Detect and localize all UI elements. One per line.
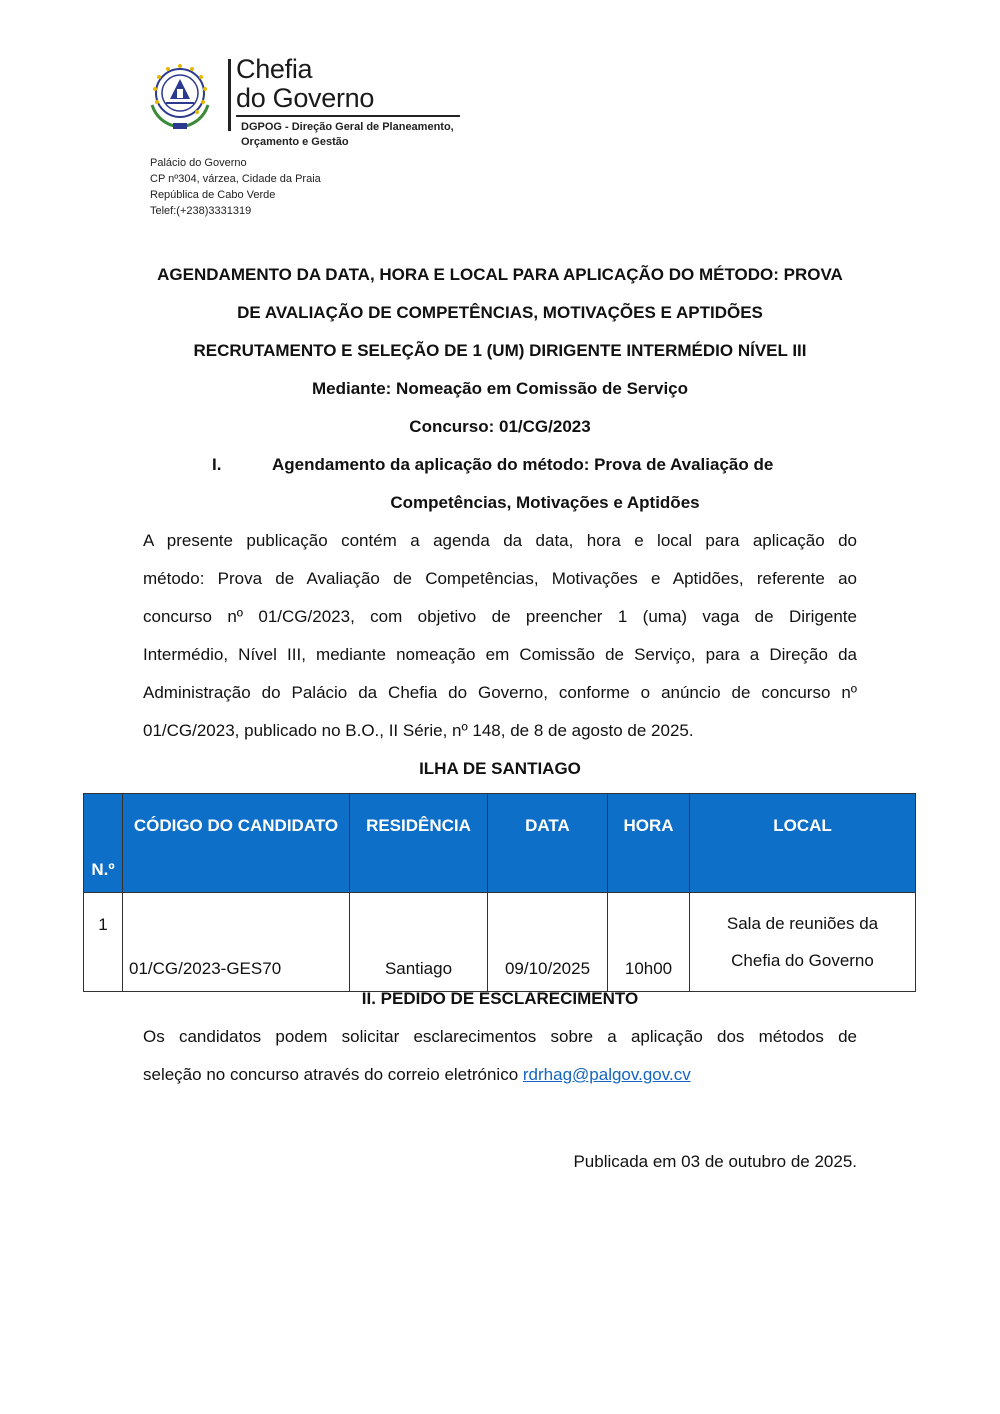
paragraph-line: método: Prova de Avaliação de Competências, Motivações e Aptidões, referente ao <box>143 569 857 588</box>
logo-underline <box>236 115 460 117</box>
logo-title <box>236 55 374 113</box>
title-line-1: AGENDAMENTO DA DATA, HORA E LOCAL PARA APLICAÇÃO DO MÉTODO: PROVA <box>157 265 843 284</box>
header-time: HORA <box>608 794 690 893</box>
header-num: N.º <box>84 794 123 893</box>
cell-time: 10h00 <box>608 893 690 992</box>
cell-code: 01/CG/2023-GES70 <box>123 893 350 992</box>
table-header-row <box>84 794 916 893</box>
logo-divider <box>228 59 231 131</box>
cell-location <box>690 893 916 992</box>
paragraph-line <box>143 1056 857 1094</box>
address-line: CP nº304, várzea, Cidade da Praia <box>150 173 321 185</box>
cell-location-line1: Sala de reuniões da <box>726 914 879 933</box>
header-location: LOCAL <box>690 794 916 893</box>
logo-subtitle: DGPOG - Direção Geral de Planeamento, Orçamento e Gestão <box>241 121 454 148</box>
header-code: CÓDIGO DO CANDIDATO <box>123 794 350 893</box>
island-heading: ILHA DE SANTIAGO <box>419 759 581 778</box>
paragraph-line: Intermédio, Nível III, mediante nomeação em Comissão de Serviço, para a Direção da <box>143 645 857 664</box>
address-line: Telef:(+238)3331319 <box>150 205 252 217</box>
title-line-4: Mediante: Nomeação em Comissão de Serviço <box>311 379 689 398</box>
publication-date: Publicada em 03 de outubro de 2025. <box>573 1152 857 1171</box>
paragraph-text: seleção no concurso através do correio eletrónico <box>143 1065 523 1084</box>
cell-residence: Santiago <box>350 893 488 992</box>
section-1-title-line2: Competências, Motivações e Aptidões <box>390 493 700 512</box>
section-2-paragraph <box>143 1018 857 1094</box>
address-line: Palácio do Governo <box>150 157 247 169</box>
paragraph-line: 01/CG/2023, publicado no B.O., II Série, nº 148, de 8 de agosto de 2025. <box>143 721 694 740</box>
schedule-table <box>83 793 916 992</box>
paragraph-line: concurso nº 01/CG/2023, com objetivo de preencher 1 (uma) vaga de Dirigente <box>143 607 857 626</box>
section-1-title-line1: Agendamento da aplicação do método: Prova de Avaliação de <box>272 455 774 474</box>
address-block <box>150 155 321 219</box>
header-residence: RESIDÊNCIA <box>350 794 488 893</box>
publication-date-block <box>143 1143 857 1181</box>
logo-title-line2: do Governo <box>236 83 375 113</box>
title-line-2: DE AVALIAÇÃO DE COMPETÊNCIAS, MOTIVAÇÕES E APTIDÕES <box>237 303 763 322</box>
header-date: DATA <box>488 794 608 893</box>
header-logo <box>140 55 470 155</box>
cell-date: 09/10/2025 <box>488 893 608 992</box>
cell-location-line2: Chefia do Governo <box>731 951 874 970</box>
paragraph-line: A presente publicação contém a agenda da data, hora e local para aplicação do <box>143 531 857 550</box>
title-line-3: RECRUTAMENTO E SELEÇÃO DE 1 (UM) DIRIGENTE INTERMÉDIO NÍVEL III <box>193 341 807 360</box>
title-line-5: Concurso: 01/CG/2023 <box>409 417 591 436</box>
section-1-number: I. <box>212 455 222 474</box>
paragraph-line: Administração do Palácio da Chefia do Governo, conforme o anúncio de concurso nº <box>143 683 857 702</box>
coat-of-arms-emblem <box>140 55 220 135</box>
section-2-title: II. PEDIDO DE ESCLARECIMENTO <box>361 989 639 1008</box>
logo-title-line1: Chefia <box>236 54 313 84</box>
address-line: República de Cabo Verde <box>150 189 276 201</box>
table-row <box>84 893 916 992</box>
cell-num: 1 <box>84 893 123 992</box>
email-link[interactable]: rdrhag@palgov.gov.cv <box>522 1065 691 1084</box>
section-1-paragraph <box>143 522 857 750</box>
paragraph-line: Os candidatos podem solicitar esclarecimentos sobre a aplicação dos métodos de <box>143 1027 857 1046</box>
